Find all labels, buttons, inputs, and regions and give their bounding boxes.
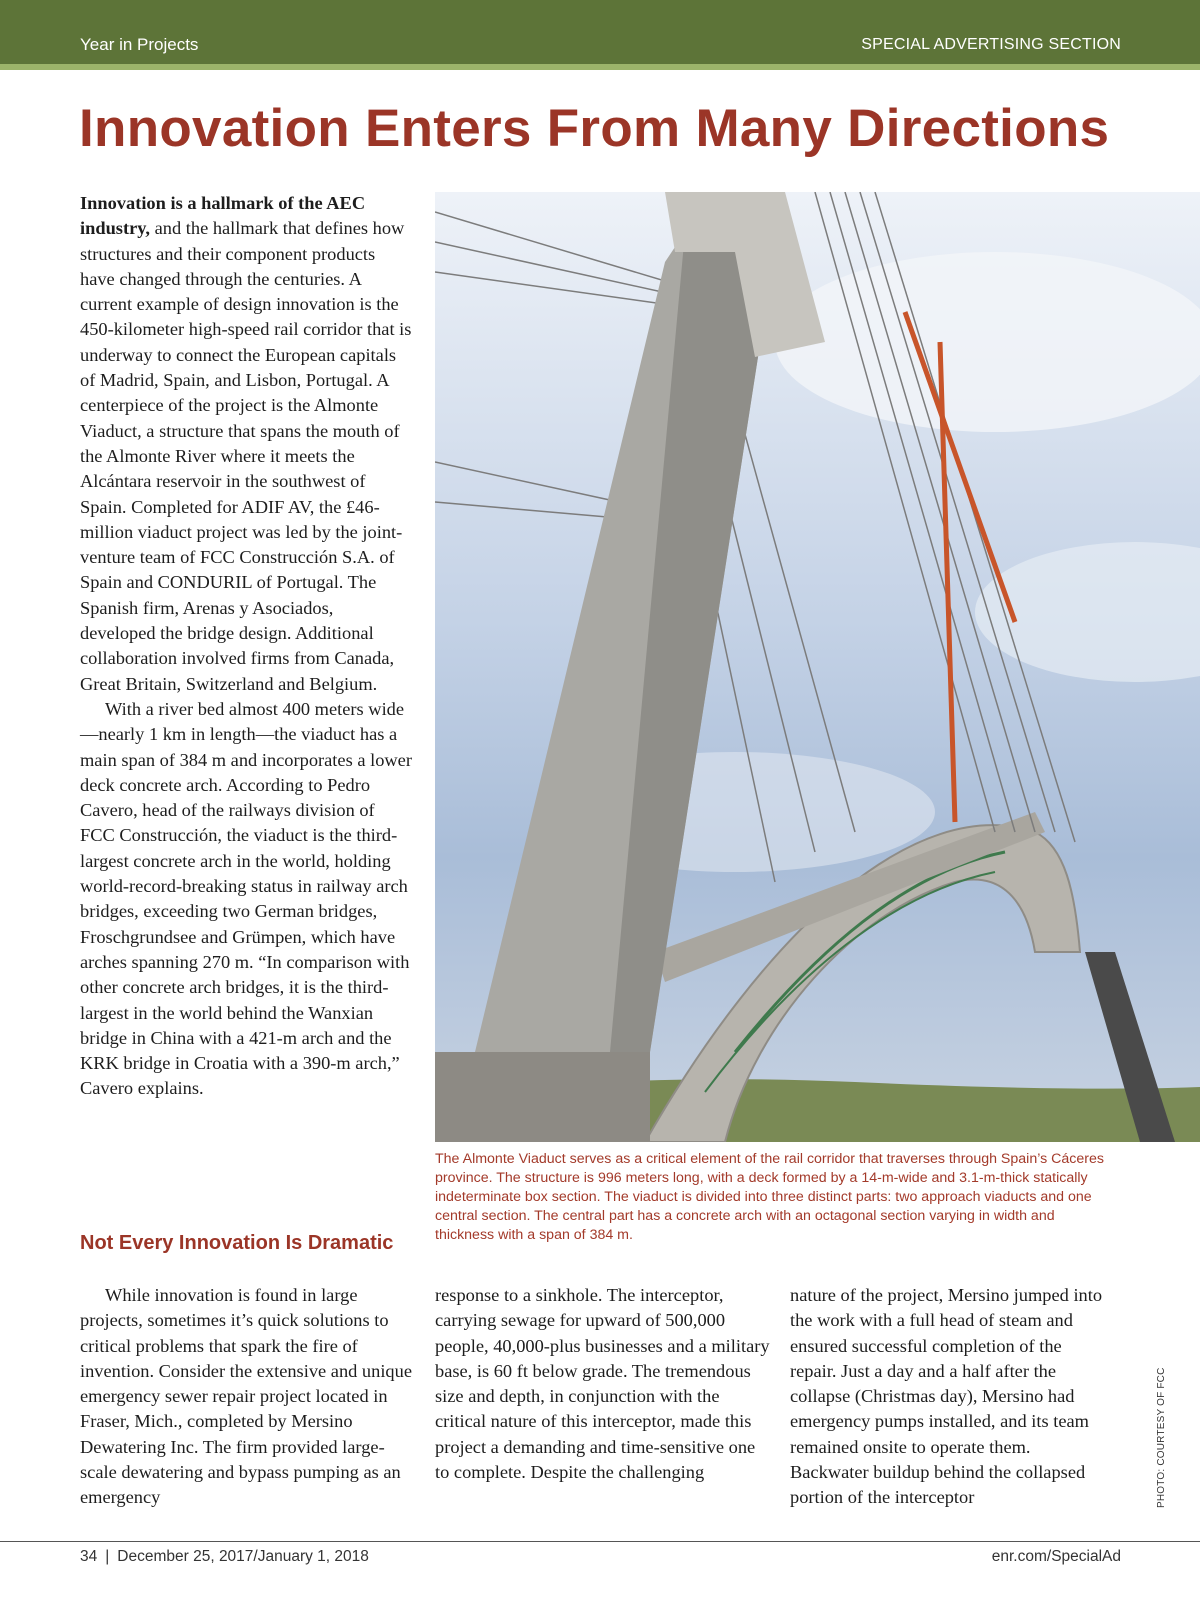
article-column-1-bottom <box>80 1283 416 1511</box>
section-label: Year in Projects <box>80 35 199 54</box>
bridge-illustration <box>435 192 1200 1142</box>
article-column-3 <box>790 1283 1110 1511</box>
body-paragraph: While innovation is found in large projects, sometimes it’s quick solutions to critical problems that spark the fire of invention. Consider the extensive and unique emergency sewer repair project located in Fraser, Mich., completed by Mersino Dewatering Inc. The firm provided large-scale dewatering and bypass pumping as an emergency <box>80 1285 412 1508</box>
body-paragraph: response to a sinkhole. The interceptor, carrying sewage for upward of 500,000 people, 40,000-plus businesses and a military base, is 60 ft below grade. The tremendous size and depth, in conjunction with the critical nature of this interceptor, made this project a demanding and time-sensitive one to complete. Despite the challenging <box>435 1285 770 1483</box>
advertising-section-label: SPECIAL ADVERTISING SECTION <box>861 36 1121 53</box>
second-paragraph: With a river bed almost 400 meters wide—nearly 1 km in length—the viaduct has a main span of 384 m and incorporates a lower deck concrete arch. According to Pedro Cavero, head of the railways division of FCC Construcción, the viaduct is the third-largest concrete arch in the world, holding world-record-breaking status in railway arch bridges, exceeding two German bridges, Froschgrundsee and Grümpen, which have arches spanning 270 m. “In comparison with other concrete arch bridges, it is the third-largest in the world behind the Wanxian bridge in China with a 421-m arch and the KRK bridge in Croatia with a 390-m arch,” Cavero explains. <box>80 698 412 1099</box>
lead-bold-text: Innovation is a hallmark of the AEC industry, <box>80 193 366 239</box>
footer-url-link[interactable]: enr.com/SpecialAd <box>991 1548 1121 1565</box>
photo-caption: The Almonte Viaduct serves as a critical element of the rail corridor that traverses through Spain’s Cáceres province. The structure is 996 meters long, with a deck formed by a 14-m-wide and 3.1-m-thick statically indeterminate box section. The viaduct is divided into three distinct parts: two approach viaducts and one central section. The central part has a concrete arch with an octagonal section varying in width and thickness with a span of 384 m. <box>435 1151 1104 1243</box>
header-band <box>0 0 1200 64</box>
section-subhead: Not Every Innovation Is Dramatic <box>80 1232 394 1254</box>
header-accent-rule <box>0 64 1200 70</box>
issue-date: December 25, 2017/January 1, 2018 <box>117 1548 369 1565</box>
page-title: Innovation Enters From Many Directions <box>79 99 1110 158</box>
photo-credit: PHOTO: COURTESY OF FCC <box>1156 1367 1167 1508</box>
article-column-1 <box>80 191 412 1102</box>
bridge-photo <box>435 192 1200 1142</box>
lead-body-text: and the hallmark that defines how structures and their component products have changed through the centuries. A current example of design innovation is the 450-kilometer high-speed rail corridor that is underway to connect the European capitals of Madrid, Spain, and Lisbon, Portugal. A centerpiece of the project is the Almonte Viaduct, a structure that spans the mouth of the Almonte River where it meets the Alcántara reservoir in the southwest of Spain. Completed for ADIF AV, the £46-million viaduct project was led by the joint-venture team of FCC Construcción S.A. of Spain and CONDURIL of Portugal. The Spanish firm, Arenas y Asociados, developed the bridge design. Additional collaboration involved firms from Canada, Great Britain, Switzerland and Belgium. <box>80 218 412 694</box>
body-paragraph: nature of the project, Mersino jumped into the work with a full head of steam and ensured successful completion of the repair. Just a day and a half after the collapse (Christmas day), Mersino had emergency pumps installed, and its team remained onsite to operate them. Backwater buildup behind the collapsed portion of the interceptor <box>790 1285 1103 1508</box>
footer-page-info <box>80 1548 369 1566</box>
footer-separator: | <box>105 1548 110 1565</box>
footer-rule <box>0 1541 1200 1542</box>
article-column-2 <box>435 1283 770 1485</box>
lead-paragraph <box>80 191 412 697</box>
page-number: 34 <box>80 1548 98 1565</box>
